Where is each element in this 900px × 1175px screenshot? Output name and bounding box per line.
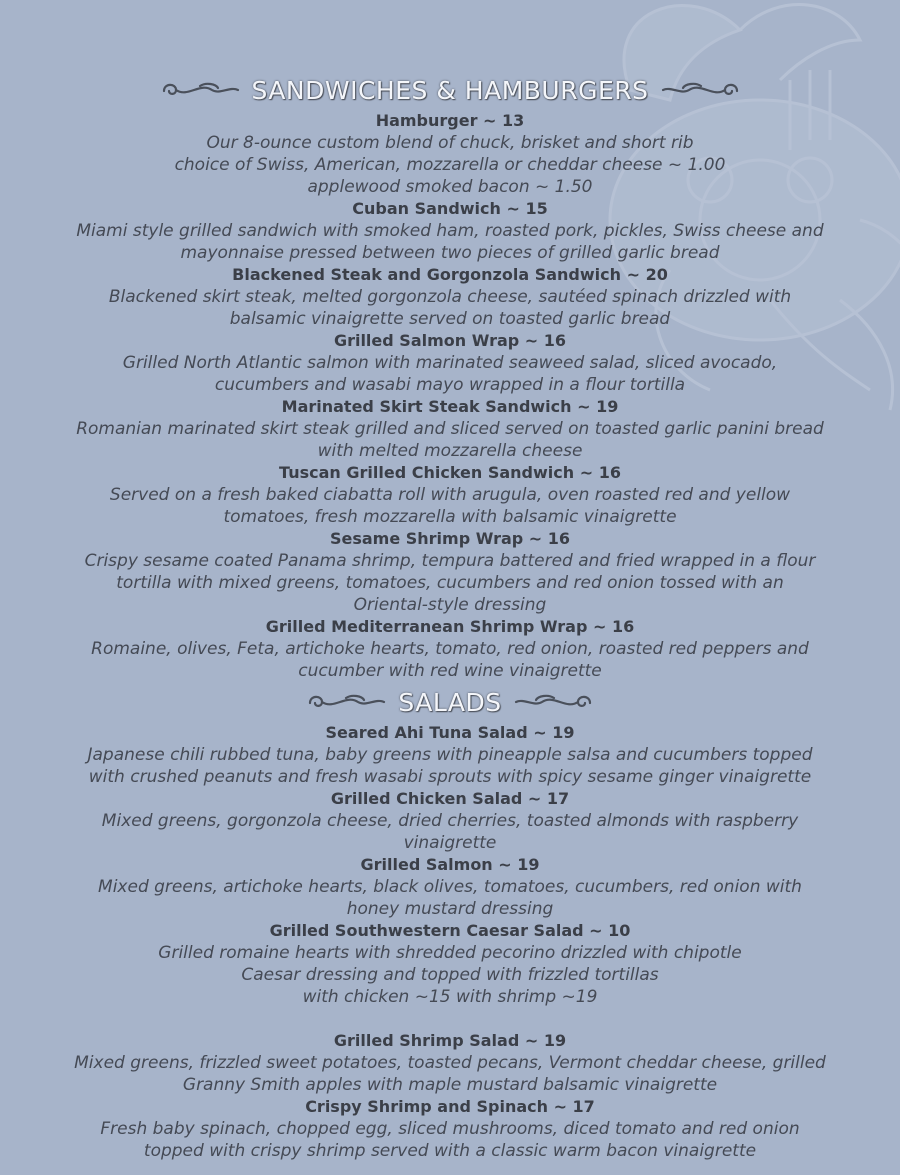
menu-item-description: Fresh baby spinach, chopped egg, sliced mushrooms, diced tomato and red onion topped with crispy shrimp served with a classic warm bacon vinaigrette — [100, 1119, 800, 1161]
menu-item — [0, 264, 900, 330]
menu-item-description: Crispy sesame coated Panama shrimp, tempura battered and fried wrapped in a flour tortilla with mixed greens, tomatoes, cucumbers and red onion tossed with an Oriental-style dressing — [84, 551, 816, 615]
section-heading — [0, 70, 900, 110]
menu-item-description: Served on a fresh baked ciabatta roll with arugula, oven roasted red and yellow tomatoes, fresh mozzarella with balsamic vinaigrette — [109, 485, 791, 527]
menu-item — [0, 198, 900, 264]
menu-item-name: Grilled Salmon Wrap ~ 16 — [333, 331, 567, 350]
menu-item — [0, 788, 900, 854]
menu-item-description: Miami style grilled sandwich with smoked ham, roasted pork, pickles, Swiss cheese and mayonnaise pressed between two pieces of grilled garlic bread — [76, 221, 824, 263]
menu-item-name: Tuscan Grilled Chicken Sandwich ~ 16 — [279, 463, 621, 482]
menu-item-name: Crispy Shrimp and Spinach ~ 17 — [305, 1097, 595, 1116]
menu-item-description: Blackened skirt steak, melted gorgonzola cheese, sautéed spinach drizzled with balsamic vinaigrette served on toasted garlic bread — [108, 287, 792, 329]
spacer — [0, 1008, 900, 1030]
section-title: SANDWICHES & HAMBURGERS — [251, 75, 649, 105]
swirl-ornament-right — [512, 690, 594, 714]
menu-item — [0, 722, 900, 788]
menu-item — [0, 396, 900, 462]
menu-item-name: Grilled Mediterranean Shrimp Wrap ~ 16 — [265, 617, 635, 636]
menu-item-name: Grilled Shrimp Salad ~ 19 — [333, 1031, 567, 1050]
menu-item-name: Hamburger ~ 13 — [375, 111, 525, 130]
menu-item-name: Sesame Shrimp Wrap ~ 16 — [329, 529, 571, 548]
menu-item-name: Grilled Southwestern Caesar Salad ~ 10 — [269, 921, 631, 940]
menu-item-description: Japanese chili rubbed tuna, baby greens with pineapple salsa and cucumbers topped with crushed peanuts and fresh wasabi sprouts with spicy sesame ginger vinaigrette — [87, 745, 813, 787]
menu-item-name: Cuban Sandwich ~ 15 — [352, 199, 548, 218]
menu-item — [0, 616, 900, 682]
menu-item — [0, 462, 900, 528]
menu-item — [0, 920, 900, 1008]
menu-item-description: Mixed greens, gorgonzola cheese, dried cherries, toasted almonds with raspberry vinaigrette — [101, 811, 799, 853]
menu-item-description: Romanian marinated skirt steak grilled and sliced served on toasted garlic panini bread with melted mozzarella cheese — [76, 419, 824, 461]
swirl-ornament-right — [659, 78, 741, 102]
menu-item-description: Grilled North Atlantic salmon with marinated seaweed salad, sliced avocado, cucumbers and wasabi mayo wrapped in a flour tortilla — [122, 353, 778, 395]
menu-item-description: Romaine, olives, Feta, artichoke hearts, tomato, red onion, roasted red peppers and cucumber with red wine vinaigrette — [91, 639, 809, 681]
menu-item-description: Our 8-ounce custom blend of chuck, brisket and short rib choice of Swiss, American, mozzarella or cheddar cheese ~ 1.00 applewood smoked bacon ~ 1.50 — [174, 133, 726, 197]
menu-item-name: Grilled Chicken Salad ~ 17 — [330, 789, 570, 808]
section-heading — [0, 682, 900, 722]
menu-item — [0, 1096, 900, 1162]
menu-item — [0, 330, 900, 396]
menu-item-name: Seared Ahi Tuna Salad ~ 19 — [325, 723, 575, 742]
menu-item-name: Marinated Skirt Steak Sandwich ~ 19 — [281, 397, 619, 416]
menu-item — [0, 1030, 900, 1096]
menu-item-description: Grilled romaine hearts with shredded pecorino drizzled with chipotle Caesar dressing and topped with frizzled tortillas with chicken ~15 with shrimp ~19 — [158, 943, 742, 1007]
menu-item — [0, 854, 900, 920]
menu-page — [0, 70, 900, 1162]
swirl-ornament-left — [160, 78, 242, 102]
menu-item-description: Mixed greens, frizzled sweet potatoes, toasted pecans, Vermont cheddar cheese, grilled Granny Smith apples with maple mustard balsamic vinaigrette — [74, 1053, 826, 1095]
menu-item — [0, 528, 900, 616]
menu-item-name: Blackened Steak and Gorgonzola Sandwich ~ 20 — [232, 265, 668, 284]
menu-item-description: Mixed greens, artichoke hearts, black olives, tomatoes, cucumbers, red onion with honey mustard dressing — [98, 877, 802, 919]
section-title: SALADS — [398, 687, 502, 717]
menu-item-name: Grilled Salmon ~ 19 — [360, 855, 540, 874]
swirl-ornament-left — [306, 690, 388, 714]
menu-item — [0, 110, 900, 198]
